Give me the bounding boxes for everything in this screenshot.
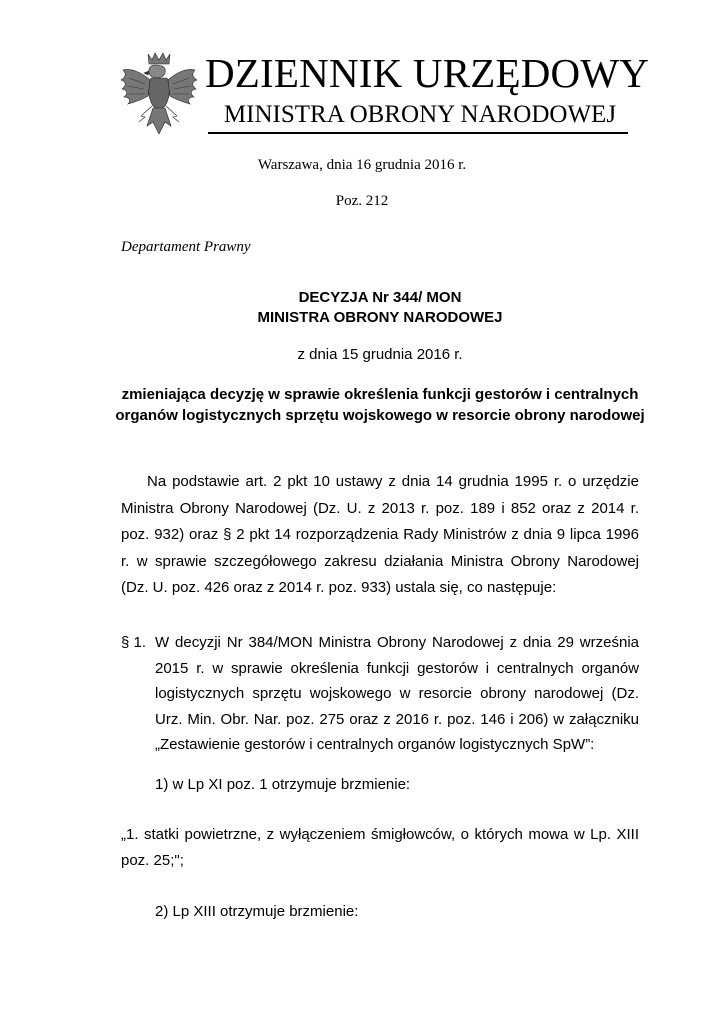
position-number: Poz. 212 — [335, 193, 389, 209]
decision-issuer: MINISTRA OBRONY NARODOWEJ — [257, 309, 503, 326]
preamble-paragraph — [121, 469, 639, 602]
department-label: Departament Prawny — [121, 239, 251, 255]
preamble-text: Na podstawie art. 2 pkt 10 ustawy z dnia 14 grudnia 1995 r. o urzędzie Ministra Obrony Narodowej (Dz. U. z 2013 r. poz. 189 i 852 oraz z 2014 r. poz. 932) oraz § 2 pkt 14 rozporządzenia Rady Ministrów z dnia 9 lipca 1996 r. w sprawie szczegółowego zakresu działania Ministra Obrony Narodowej (Dz. U. poz. 426 oraz z 2014 r. poz. 933) ustala się, co następuje: — [121, 473, 639, 596]
decision-title: DECYZJA Nr 344/ MON — [298, 289, 462, 306]
journal-subtitle: MINISTRA OBRONY NARODOWEJ — [223, 101, 617, 128]
eagle-emblem-icon — [117, 50, 201, 140]
amendment-quote: „1. statki powietrzne, z wyłączeniem śmigłowców, o których mowa w Lp. XIII poz. 25;"; — [121, 826, 639, 869]
place-date: Warszawa, dnia 16 grudnia 2016 r. — [257, 157, 467, 173]
decision-subject-line1: zmieniająca decyzję w sprawie określenia funkcji gestorów i centralnych — [121, 386, 639, 403]
decision-date: z dnia 15 grudnia 2016 r. — [297, 346, 463, 363]
decision-subject-line2: organów logistycznych sprzętu wojskowego w resorcie obrony narodowej — [115, 407, 645, 424]
masthead-rule — [208, 132, 628, 134]
section-text: W decyzji Nr 384/MON Ministra Obrony Narodowej z dnia 29 września 2015 r. w sprawie określenia funkcji gestorów i centralnych organów logistycznych sprzętu wojskowego w resorcie obrony narodowej (Dz. Urz. Min. Obr. Nar. poz. 275 oraz z 2016 r. poz. 146 i 206) w załączniku „Zestawienie gestorów i centralnych organów logistycznych SpW”: — [155, 634, 639, 753]
point-2: 2) Lp XIII otrzymuje brzmienie: — [155, 903, 359, 920]
journal-title: DZIENNIK URZĘDOWY — [205, 50, 650, 96]
section-number: § 1. — [121, 634, 147, 651]
point-1: 1) w Lp XI poz. 1 otrzymuje brzmienie: — [155, 776, 411, 793]
section-1 — [121, 630, 639, 758]
